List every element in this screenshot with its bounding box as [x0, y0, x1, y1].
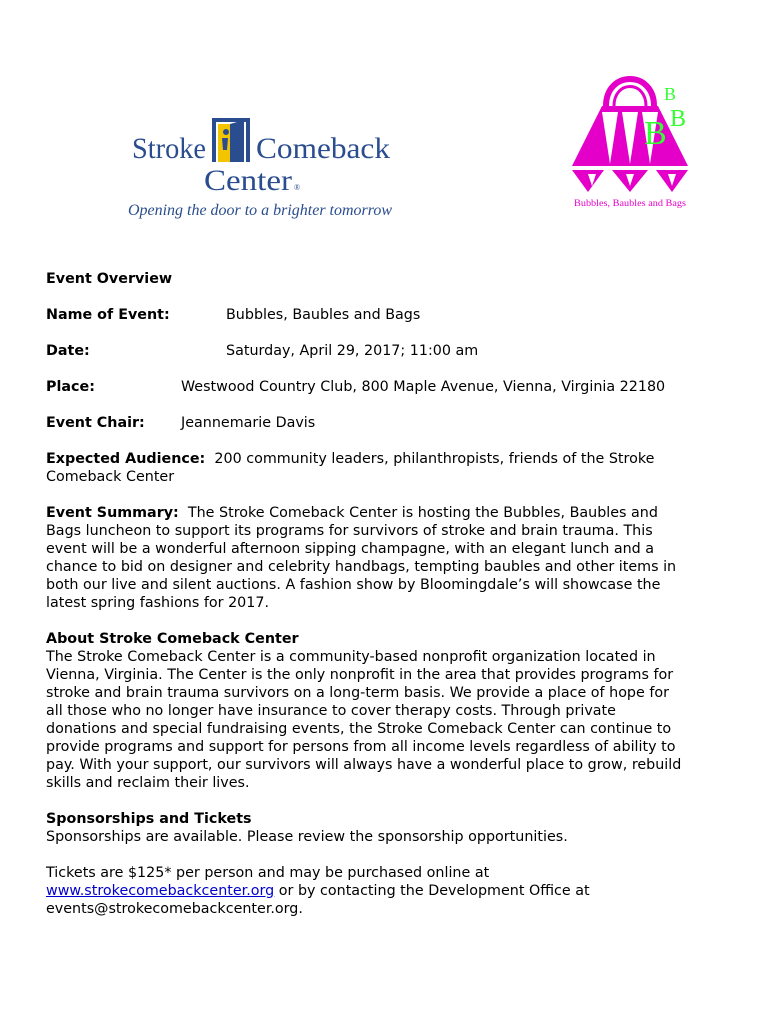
logo-word-comeback: Comeback	[256, 132, 390, 165]
bbb-letter-top: B	[664, 84, 677, 104]
expected-audience-line2: Comeback Center	[46, 469, 175, 485]
event-summary-line: chance to bid on designer and celebrity handbags, tempting baubles and other items in	[46, 559, 677, 575]
logo-tagline: Opening the door to a brighter tomorrow	[128, 202, 393, 219]
door-icon	[212, 118, 250, 162]
tickets-line2-rest: or by contacting the Development Office at	[274, 883, 590, 899]
about-section	[46, 630, 736, 792]
about-line: all those who no longer have insurance to cover therapy costs. Through private	[46, 703, 616, 719]
expected-audience-line1: 200 community leaders, philanthropists, friends of the Stroke	[214, 451, 655, 467]
expected-audience	[46, 450, 736, 486]
sponsorships-text: Sponsorships are available. Please review the sponsorship opportunities.	[46, 829, 568, 845]
date-label: Date:	[46, 343, 90, 359]
about-line: donations and special fundraising events, the Stroke Comeback Center can continue to	[46, 721, 672, 737]
place-row	[46, 378, 736, 396]
name-of-event-value: Bubbles, Baubles and Bags	[226, 307, 421, 323]
sponsorships-section	[46, 810, 736, 846]
place-label: Place:	[46, 379, 95, 395]
tickets-line1: Tickets are $125* per person and may be purchased online at	[46, 865, 490, 881]
event-chair-label: Event Chair:	[46, 415, 145, 431]
expected-audience-label: Expected Audience:	[46, 451, 206, 467]
bubbles-baubles-bags-logo	[566, 66, 694, 216]
tickets-paragraph	[46, 864, 736, 918]
event-chair-value: Jeannemarie Davis	[181, 415, 316, 431]
about-line: stroke and brain trauma survivors on a long-term basis. We provide a place of hope for	[46, 685, 670, 701]
name-of-event-row	[46, 306, 736, 324]
website-link[interactable]: www.strokecomebackcenter.org	[46, 883, 275, 899]
event-summary-line1: The Stroke Comeback Center is hosting the Bubbles, Baubles and	[187, 505, 658, 521]
event-chair-row	[46, 414, 736, 432]
about-heading: About Stroke Comeback Center	[46, 631, 299, 647]
logo-word-stroke: Stroke	[132, 132, 206, 165]
stroke-comeback-center-logo	[128, 108, 398, 223]
event-summary	[46, 504, 736, 612]
bbb-caption: Bubbles, Baubles and Bags	[574, 198, 687, 208]
event-document	[46, 270, 736, 918]
date-row	[46, 342, 736, 360]
event-summary-line: event will be a wonderful afternoon sipping champagne, with an elegant lunch and a	[46, 541, 655, 557]
logo-registered-mark: ®	[294, 183, 301, 192]
sponsorships-heading: Sponsorships and Tickets	[46, 811, 252, 827]
event-summary-line: Bags luncheon to support its programs for survivors of stroke and brain trauma. This	[46, 523, 653, 539]
event-summary-label: Event Summary:	[46, 505, 179, 521]
name-of-event-label: Name of Event:	[46, 307, 170, 323]
event-overview-heading: Event Overview	[46, 271, 173, 287]
place-value: Westwood Country Club, 800 Maple Avenue, Vienna, Virginia 22180	[181, 379, 666, 395]
bbb-letter-big: B	[644, 115, 667, 152]
about-line: The Stroke Comeback Center is a community-based nonprofit organization located in	[46, 649, 656, 665]
about-line: provide programs and support for persons from all income levels regardless of ability to	[46, 739, 676, 755]
about-line: Vienna, Virginia. The Center is the only nonprofit in the area that provides programs for	[46, 667, 674, 683]
event-summary-line: latest spring fashions for 2017.	[46, 595, 269, 611]
bbb-letter-mid: B	[670, 106, 687, 132]
about-line: skills and reclaim their lives.	[46, 775, 250, 791]
event-summary-line: both our live and silent auctions. A fashion show by Bloomingdale’s will showcase the	[46, 577, 661, 593]
date-value: Saturday, April 29, 2017; 11:00 am	[226, 343, 479, 359]
tickets-email: events@strokecomebackcenter.org.	[46, 901, 303, 917]
logo-word-center: Center	[204, 164, 293, 197]
about-line: pay. With your support, our survivors will always have a wonderful place to grow, rebuild	[46, 757, 682, 773]
